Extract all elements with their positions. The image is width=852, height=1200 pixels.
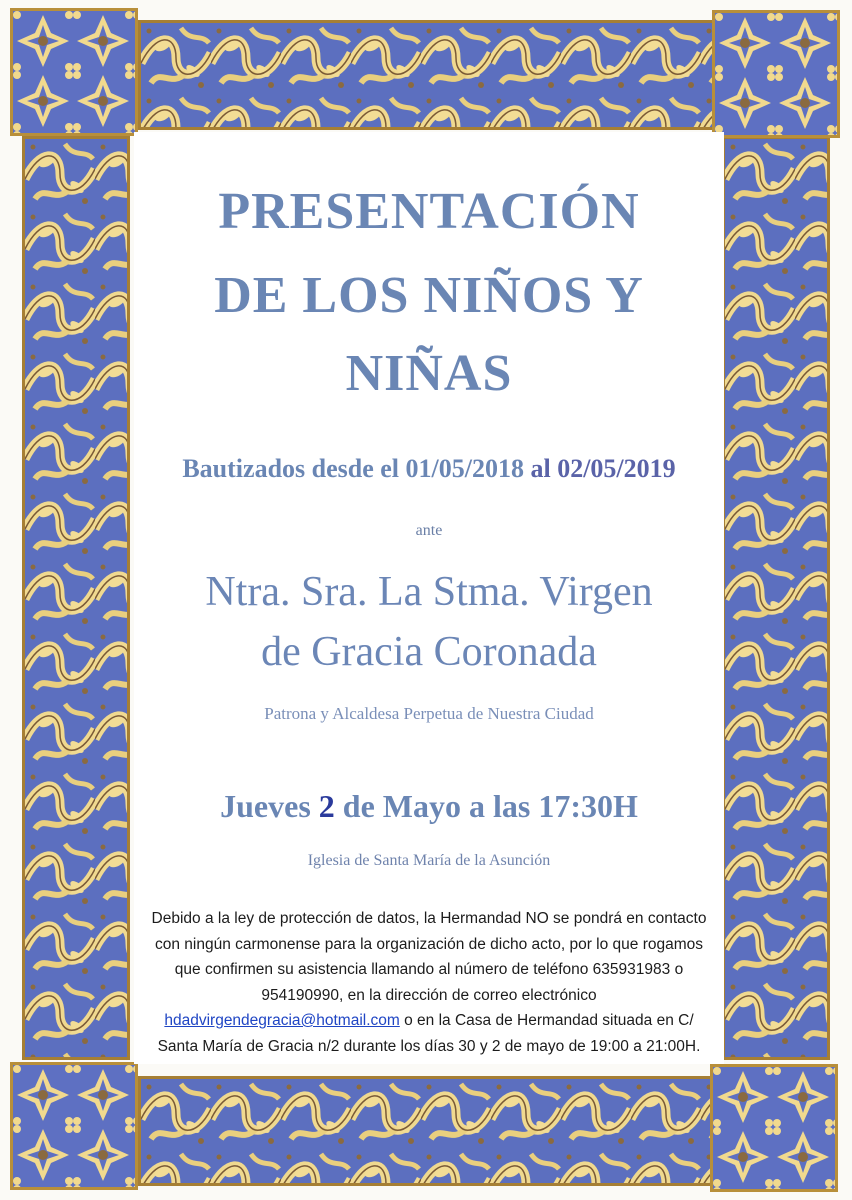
email-link[interactable]: hdadvirgendegracia@hotmail.com	[164, 1012, 400, 1029]
floral-scroll-icon	[25, 139, 130, 1060]
virgen-name	[134, 562, 724, 682]
left-border-ornament	[22, 136, 130, 1060]
baptism-date-range	[134, 452, 724, 486]
right-border-ornament	[722, 136, 830, 1060]
top-right-corner-tile	[712, 10, 840, 138]
floral-scroll-icon	[141, 23, 716, 130]
notice-line-5	[140, 1008, 718, 1034]
ornamental-tile-icon	[715, 13, 837, 135]
event-month-time: de Mayo a las 17:30H	[334, 788, 638, 824]
ante-label: ante	[415, 522, 443, 539]
bottom-right-corner-tile	[710, 1064, 838, 1192]
top-left-corner-tile	[10, 8, 138, 136]
notice-line-4: 954190990, en la dirección de correo electrónico	[261, 986, 597, 1004]
event-date-time	[134, 786, 724, 826]
virgen-line-2: de Gracia Coronada	[261, 629, 597, 675]
baptism-range-end: al 02/05/2019	[523, 454, 676, 483]
notice-line-3: que confirmen su asistencia llamando al número de teléfono 635931983 o	[174, 961, 684, 978]
bottom-left-corner-tile	[10, 1062, 138, 1190]
title-line-3: NIÑAS	[345, 345, 513, 402]
title-line-1: PRESENTACIÓN	[218, 183, 640, 240]
content-panel	[134, 132, 724, 1064]
ornamental-tile-icon	[713, 1067, 835, 1189]
notice-line-6: Santa María de Gracia n/2 durante los días 30 y 2 de mayo de 19:00 a 21:00H.	[157, 1037, 701, 1055]
title-line-2: DE LOS NIÑOS Y	[214, 267, 644, 324]
notice-line-1: Debido a la ley de protección de datos, la Hermandad NO se pondrá en contacto	[151, 910, 707, 927]
floral-scroll-icon	[725, 139, 830, 1060]
floral-scroll-icon	[141, 1079, 718, 1186]
bottom-border-ornament	[138, 1076, 718, 1186]
patrona-subtitle: Patrona y Alcaldesa Perpetua de Nuestra Ciudad	[264, 704, 594, 723]
top-border-ornament	[138, 20, 716, 130]
event-day-number: 2	[318, 788, 335, 824]
notice-after-email: o en la Casa de Hermandad situada en C/	[399, 1012, 694, 1029]
privacy-notice	[140, 906, 718, 1059]
baptism-range-start: Bautizados desde el 01/05/2018	[182, 454, 524, 483]
notice-line-2: con ningún carmonense para la organización de dicho acto, por lo que rogamos	[154, 935, 704, 953]
ornamental-tile-icon	[13, 1065, 135, 1187]
virgen-line-1: Ntra. Sra. La Stma. Virgen	[205, 569, 653, 615]
ornamental-tile-icon	[13, 11, 135, 133]
church-location: Iglesia de Santa María de la Asunción	[307, 852, 551, 869]
event-day: Jueves	[220, 788, 319, 824]
